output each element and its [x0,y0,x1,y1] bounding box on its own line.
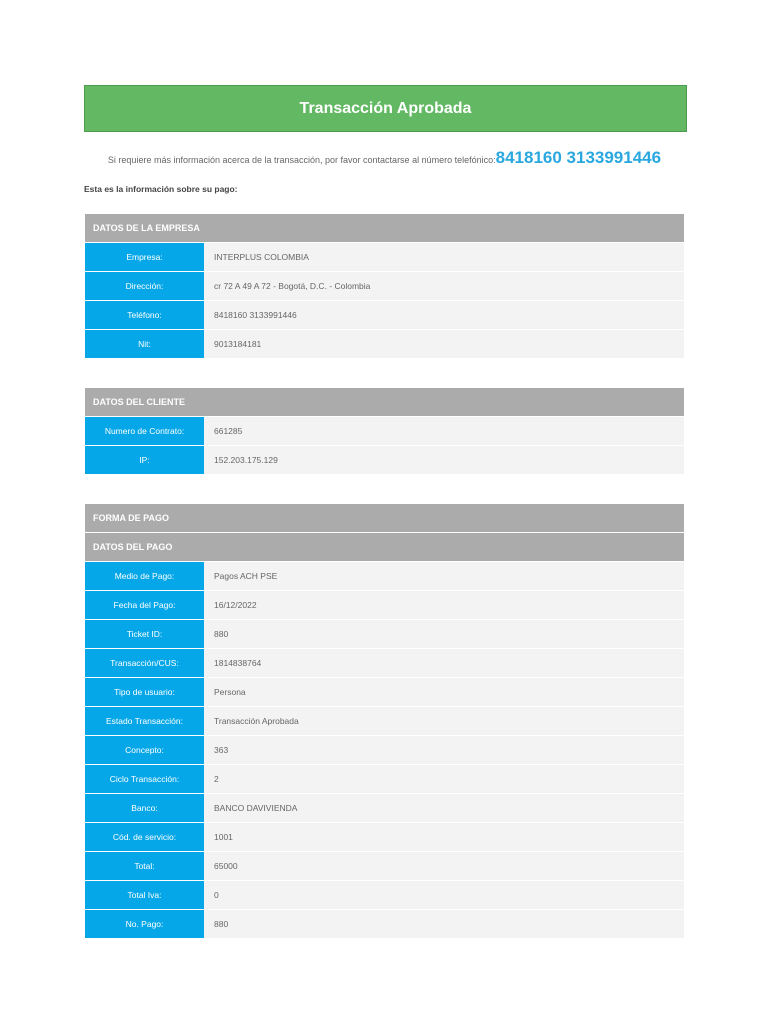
row-label: Numero de Contrato: [85,417,204,445]
row-value: 16/12/2022 [204,591,684,619]
row-value: 2 [204,765,684,793]
table-row [85,272,684,300]
status-banner [84,85,687,132]
table-row [85,794,684,822]
row-label: IP: [85,446,204,474]
row-value: INTERPLUS COLOMBIA [204,243,684,271]
table-row [85,765,684,793]
contact-line [84,148,685,168]
empresa-header: DATOS DE LA EMPRESA [85,214,684,242]
datos-pago-header: DATOS DEL PAGO [85,533,684,561]
table-row [85,823,684,851]
row-label: Banco: [85,794,204,822]
table-row [85,243,684,271]
row-label: Cód. de servicio: [85,823,204,851]
table-row [85,591,684,619]
table-row [85,562,684,590]
row-label: Dirección: [85,272,204,300]
row-value: Persona [204,678,684,706]
row-value: cr 72 A 49 A 72 - Bogotá, D.C. - Colombia [204,272,684,300]
row-label: Tipo de usuario: [85,678,204,706]
row-value: 152.203.175.129 [204,446,684,474]
row-value: 880 [204,620,684,648]
row-label: Medio de Pago: [85,562,204,590]
row-label: Ticket ID: [85,620,204,648]
table-row [85,417,684,445]
row-label: Empresa: [85,243,204,271]
row-value: 8418160 3133991446 [204,301,684,329]
row-value: 1814838764 [204,649,684,677]
pago-section [85,504,684,939]
row-value: 0 [204,881,684,909]
table-row [85,446,684,474]
row-label: Transacción/CUS: [85,649,204,677]
row-value: 9013184181 [204,330,684,358]
table-row [85,620,684,648]
banner-title: Transacción Aprobada [299,99,472,117]
table-row [85,707,684,735]
row-label: Total Iva: [85,881,204,909]
contact-phone: 8418160 3133991446 [495,148,662,167]
table-row [85,649,684,677]
row-value: 1001 [204,823,684,851]
intro-text: Esta es la información sobre su pago: [84,184,238,194]
contact-text: Si requiere más información acerca de la transacción, por favor contactarse al número telefónico: [107,155,496,165]
table-row [85,881,684,909]
table-row [85,301,684,329]
row-value: 661285 [204,417,684,445]
row-value: 880 [204,910,684,938]
row-value: 363 [204,736,684,764]
row-label: Fecha del Pago: [85,591,204,619]
table-row [85,852,684,880]
row-value: BANCO DAVIVIENDA [204,794,684,822]
table-row [85,330,684,358]
cliente-header: DATOS DEL CLIENTE [85,388,684,416]
forma-pago-header: FORMA DE PAGO [85,504,684,532]
table-row [85,910,684,938]
row-value: 65000 [204,852,684,880]
row-label: Total: [85,852,204,880]
row-label: Ciclo Transacción: [85,765,204,793]
row-label: Concepto: [85,736,204,764]
row-label: No. Pago: [85,910,204,938]
row-value: Transacción Aprobada [204,707,684,735]
table-row [85,678,684,706]
table-row [85,736,684,764]
empresa-section [85,214,684,359]
cliente-section [85,388,684,475]
row-label: Teléfono: [85,301,204,329]
row-label: Estado Transacción: [85,707,204,735]
row-label: Nit: [85,330,204,358]
row-value: Pagos ACH PSE [204,562,684,590]
